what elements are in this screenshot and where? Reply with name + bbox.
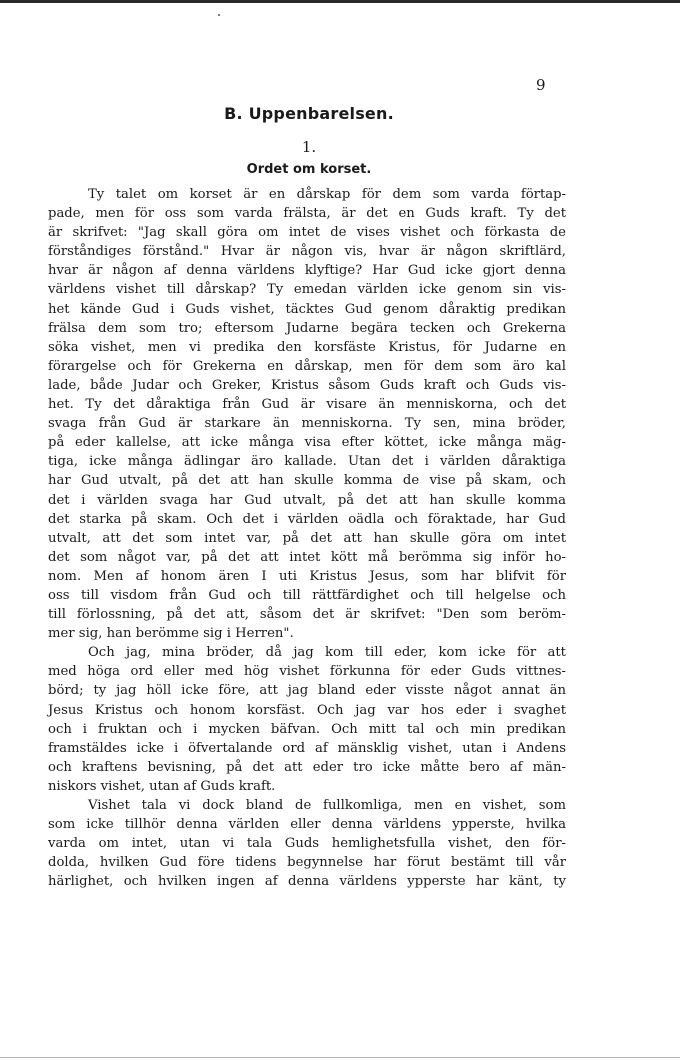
text-line: världens vishet till dårskap? Ty emedan världen icke genom sin vis- <box>48 282 566 298</box>
text-line: förargelse och för Grekerna en dårskap, men för dem som äro kal <box>48 358 566 374</box>
scan-speck <box>218 14 220 16</box>
text-line: söka vishet, men vi predika den korsfäste Kristus, för Judarne en <box>48 339 566 355</box>
text-line: utvalt, att det som intet var, på det att han skulle göra om intet <box>48 530 566 546</box>
text-line: det i världen svaga har Gud utvalt, på det att han skulle komma <box>48 492 566 508</box>
text-line: det starka på skam. Och det i världen oädla och föraktade, har Gud <box>48 511 566 527</box>
text-line: nom. Men af honom ären I uti Kristus Jesus, som har blifvit för <box>48 568 566 584</box>
text-line: med höga ord eller med hög vishet förkunna för eder Guds vittnes- <box>48 664 566 680</box>
chapter-title: Ordet om korset. <box>246 162 372 177</box>
text-line: det som något var, på det att intet kött må berömma sig inför ho- <box>48 549 566 565</box>
text-line: hvar är någon af denna världens klyftige? Har Gud icke gjort denna <box>48 263 566 279</box>
text-line: Ty talet om korset är en dårskap för dem som varda förtap- <box>88 187 566 202</box>
text-line: och i fruktan och i mycken bäfvan. Och mitt tal och min predikan <box>48 721 566 737</box>
text-line: Och jag, mina bröder, då jag kom till eder, kom icke för att <box>88 645 566 661</box>
section-title: B. Uppenbarelsen. <box>224 104 394 123</box>
text-line: varda om intet, utan vi tala Guds hemlighetsfulla vishet, den för- <box>48 836 566 852</box>
text-line: Vishet tala vi dock bland de fullkomliga, men en vishet, som <box>88 798 566 813</box>
text-line: lade, både Judar och Greker, Kristus såsom Guds kraft och Guds vis- <box>48 377 566 393</box>
text-line: framstäldes icke i öfvertalande ord af mänsklig vishet, utan i Andens <box>48 740 566 756</box>
text-line: niskors vishet, utan af Guds kraft. <box>48 778 276 794</box>
bottom-edge-rule <box>0 1057 680 1058</box>
text-line: förståndiges förstånd." Hvar är någon vis, hvar är någon skriftlärd, <box>48 244 566 260</box>
chapter-number: 1. <box>301 138 317 156</box>
text-line: och kraftens bevisning, på det att eder tro icke måtte bero af män- <box>48 759 566 775</box>
text-line: som icke tillhör denna världen eller denna världens ypperste, hvilka <box>48 817 566 833</box>
text-line: till förlossning, på det att, såsom det är skrifvet: "Den som beröm- <box>48 607 566 623</box>
text-line: har Gud utvalt, på det att han skulle komma de vise på skam, och <box>48 473 566 489</box>
top-edge-rule <box>0 0 680 3</box>
text-line: härlighet, och hvilken ingen af denna världens ypperste har känt, ty <box>48 874 566 890</box>
text-line: tiga, icke många ädlingar äro kallade. Utan det i världen dåraktiga <box>48 454 566 470</box>
text-line: pade, men för oss som varda frälsta, är det en Guds kraft. Ty det <box>48 206 566 222</box>
text-line: frälsa dem som tro; eftersom Judarne begära tecken och Grekerna <box>48 320 566 336</box>
text-line: är skrifvet: "Jag skall göra om intet de vises vishet och förkasta de <box>48 225 566 241</box>
text-line: börd; ty jag höll icke före, att jag bland eder visste något annat än <box>48 683 566 699</box>
text-line: het kände Gud i Guds vishet, täcktes Gud genom dåraktig predikan <box>48 301 566 317</box>
text-line: svaga från Gud är starkare än menniskorna. Ty sen, mina bröder, <box>48 416 566 432</box>
text-line: het. Ty det dåraktiga från Gud är visare än menniskorna, och det <box>48 397 566 413</box>
text-line: mer sig, han berömme sig i Herren". <box>48 626 294 642</box>
text-line: Jesus Kristus och honom korsfäst. Och jag var hos eder i svaghet <box>48 702 566 718</box>
text-line: dolda, hvilken Gud före tidens begynnelse har förut bestämt till vår <box>48 855 566 871</box>
body-text <box>48 185 566 891</box>
page-number: 9 <box>536 76 546 94</box>
text-line: oss till visdom från Gud och till rättfärdighet och till helgelse och <box>48 587 566 603</box>
text-line: på eder kallelse, att icke många visa efter köttet, icke många mäg- <box>48 435 566 451</box>
